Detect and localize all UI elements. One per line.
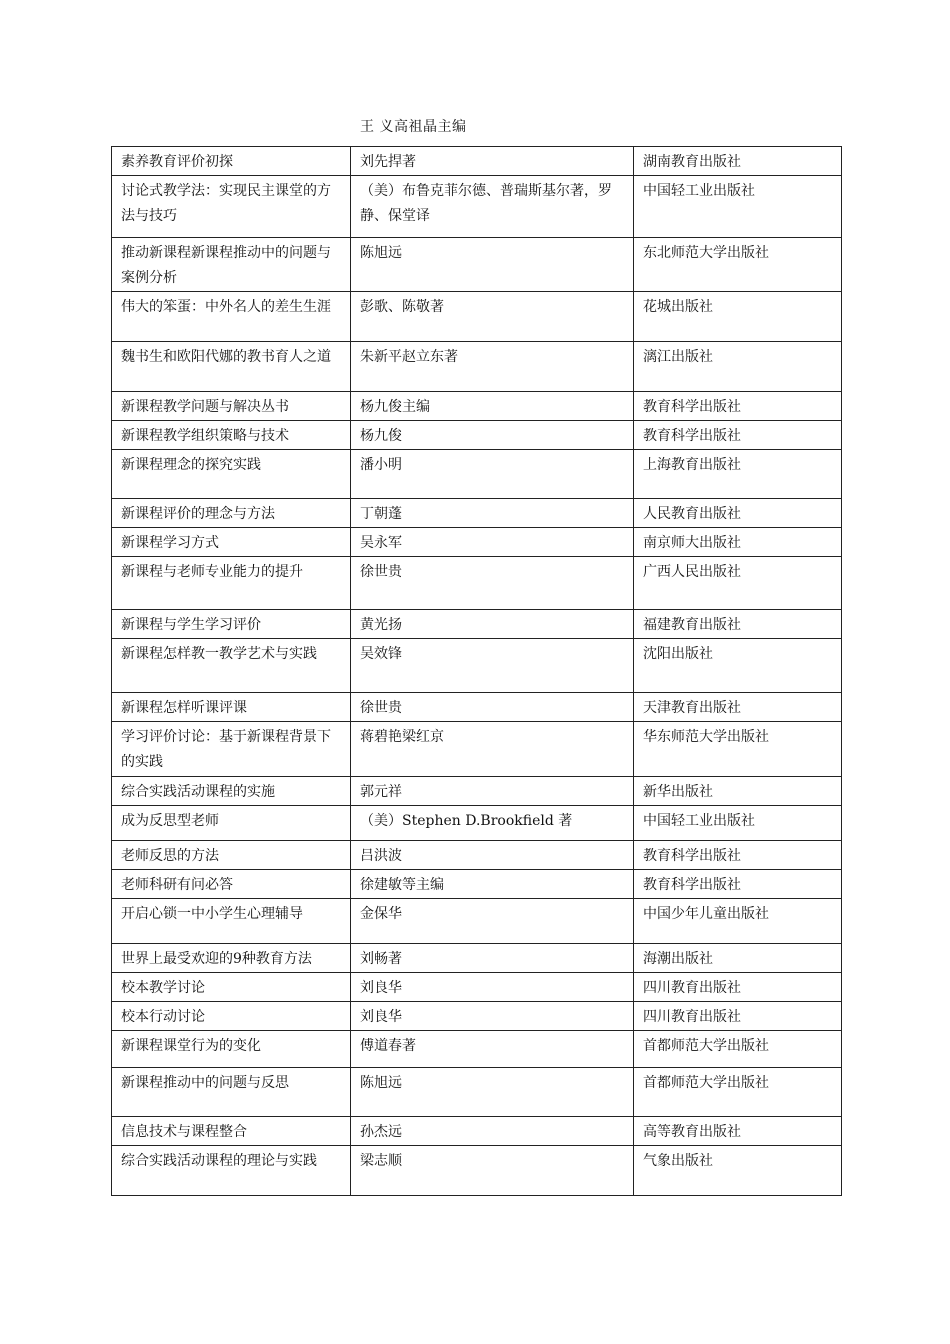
book-row	[112, 973, 842, 1002]
book-author-cell: 潘小明	[351, 450, 634, 499]
book-publisher-cell: 四川教育出版社	[634, 1002, 842, 1031]
book-title-cell: 学习评价讨论：基于新课程背景下的实践	[112, 722, 351, 777]
book-row	[112, 944, 842, 973]
book-title-cell: 魏书生和欧阳代娜的教书育人之道	[112, 342, 351, 392]
book-title-cell: 推动新课程新课程推动中的问题与案例分析	[112, 238, 351, 292]
book-author-cell: 丁朝蓬	[351, 499, 634, 528]
book-author-cell: 彭歌、陈敬著	[351, 292, 634, 342]
book-title-cell: 新课程与老师专业能力的提升	[112, 557, 351, 610]
book-publisher-cell: 广西人民出版社	[634, 557, 842, 610]
book-title-cell: 素养教育评价初探	[112, 147, 351, 176]
book-publisher-cell: 海潮出版社	[634, 944, 842, 973]
book-row	[112, 806, 842, 841]
book-publisher-cell: 气象出版社	[634, 1146, 842, 1196]
book-row	[112, 176, 842, 238]
book-author-cell: （美）布鲁克菲尔德、普瑞斯基尔著，罗静、保堂译	[351, 176, 634, 238]
book-title-cell: 信息技术与课程整合	[112, 1117, 351, 1146]
book-row	[112, 1031, 842, 1068]
book-row	[112, 450, 842, 499]
book-row	[112, 1002, 842, 1031]
book-title-cell: 综合实践活动课程的实施	[112, 777, 351, 806]
book-title-cell: 世界上最受欢迎的9种教育方法	[112, 944, 351, 973]
book-row	[112, 557, 842, 610]
editors-line: 王 义高祖晶主编	[360, 119, 467, 135]
book-publisher-cell: 高等教育出版社	[634, 1117, 842, 1146]
book-row	[112, 1117, 842, 1146]
book-row	[112, 1068, 842, 1117]
book-author-cell: 杨九俊	[351, 421, 634, 450]
book-author-cell: （美）Stephen D.Brookfield 著	[351, 806, 634, 841]
book-title-cell: 伟大的笨蛋：中外名人的差生生涯	[112, 292, 351, 342]
book-author-cell: 徐建敏等主编	[351, 870, 634, 899]
book-publisher-cell: 上海教育出版社	[634, 450, 842, 499]
book-row	[112, 147, 842, 176]
book-row	[112, 722, 842, 777]
book-title-cell: 成为反思型老师	[112, 806, 351, 841]
book-publisher-cell: 天津教育出版社	[634, 693, 842, 722]
book-title-cell: 新课程与学生学习评价	[112, 610, 351, 639]
book-author-cell: 刘先捍著	[351, 147, 634, 176]
book-row	[112, 1146, 842, 1196]
book-row	[112, 639, 842, 693]
book-row	[112, 899, 842, 944]
book-publisher-cell: 中国轻工业出版社	[634, 806, 842, 841]
book-author-cell: 孙杰远	[351, 1117, 634, 1146]
book-title-cell: 新课程推动中的问题与反思	[112, 1068, 351, 1117]
book-author-cell: 杨九俊主编	[351, 392, 634, 421]
book-publisher-cell: 中国少年儿童出版社	[634, 899, 842, 944]
book-publisher-cell: 首都师范大学出版社	[634, 1068, 842, 1117]
book-author-cell: 傅道春著	[351, 1031, 634, 1068]
book-author-cell: 刘良华	[351, 973, 634, 1002]
book-author-cell: 吴永军	[351, 528, 634, 557]
book-author-cell: 吕洪波	[351, 841, 634, 870]
book-publisher-cell: 华东师范大学出版社	[634, 722, 842, 777]
book-author-cell: 朱新平赵立东著	[351, 342, 634, 392]
book-publisher-cell: 福建教育出版社	[634, 610, 842, 639]
book-title-cell: 新课程怎样听课评课	[112, 693, 351, 722]
book-publisher-cell: 漓江出版社	[634, 342, 842, 392]
book-row	[112, 528, 842, 557]
book-publisher-cell: 首都师范大学出版社	[634, 1031, 842, 1068]
book-row	[112, 292, 842, 342]
book-title-cell: 新课程教学问题与解决丛书	[112, 392, 351, 421]
book-author-cell: 郭元祥	[351, 777, 634, 806]
book-author-cell: 刘畅著	[351, 944, 634, 973]
book-title-cell: 老师科研有问必答	[112, 870, 351, 899]
book-title-cell: 开启心锁一中小学生心理辅导	[112, 899, 351, 944]
book-publisher-cell: 花城出版社	[634, 292, 842, 342]
book-publisher-cell: 湖南教育出版社	[634, 147, 842, 176]
book-publisher-cell: 南京师大出版社	[634, 528, 842, 557]
book-publisher-cell: 人民教育出版社	[634, 499, 842, 528]
book-publisher-cell: 四川教育出版社	[634, 973, 842, 1002]
book-publisher-cell: 东北师范大学出版社	[634, 238, 842, 292]
book-author-cell: 刘良华	[351, 1002, 634, 1031]
book-title-cell: 老师反思的方法	[112, 841, 351, 870]
book-title-cell: 校本行动讨论	[112, 1002, 351, 1031]
book-row	[112, 870, 842, 899]
book-publisher-cell: 教育科学出版社	[634, 392, 842, 421]
book-list-table	[111, 146, 842, 1196]
book-list-body	[112, 147, 842, 1196]
book-author-cell: 黄光扬	[351, 610, 634, 639]
book-title-cell: 新课程怎样教一教学艺术与实践	[112, 639, 351, 693]
book-publisher-cell: 中国轻工业出版社	[634, 176, 842, 238]
book-author-cell: 徐世贵	[351, 557, 634, 610]
book-title-cell: 新课程课堂行为的变化	[112, 1031, 351, 1068]
book-publisher-cell: 新华出版社	[634, 777, 842, 806]
book-author-cell: 陈旭远	[351, 1068, 634, 1117]
book-author-cell: 梁志顺	[351, 1146, 634, 1196]
book-publisher-cell: 教育科学出版社	[634, 421, 842, 450]
book-row	[112, 238, 842, 292]
book-title-cell: 校本教学讨论	[112, 973, 351, 1002]
book-title-cell: 新课程教学组织策略与技术	[112, 421, 351, 450]
book-publisher-cell: 教育科学出版社	[634, 841, 842, 870]
book-row	[112, 421, 842, 450]
book-title-cell: 新课程评价的理念与方法	[112, 499, 351, 528]
book-title-cell: 综合实践活动课程的理论与实践	[112, 1146, 351, 1196]
book-author-cell: 吴效锋	[351, 639, 634, 693]
book-row	[112, 841, 842, 870]
book-row	[112, 342, 842, 392]
book-row	[112, 693, 842, 722]
book-author-cell: 徐世贵	[351, 693, 634, 722]
book-author-cell: 蒋碧艳梁红京	[351, 722, 634, 777]
book-title-cell: 新课程学习方式	[112, 528, 351, 557]
book-publisher-cell: 沈阳出版社	[634, 639, 842, 693]
book-title-cell: 新课程理念的探究实践	[112, 450, 351, 499]
book-title-cell: 讨论式教学法：实现民主课堂的方法与技巧	[112, 176, 351, 238]
book-row	[112, 610, 842, 639]
book-row	[112, 499, 842, 528]
book-row	[112, 777, 842, 806]
book-row	[112, 392, 842, 421]
book-author-cell: 金保华	[351, 899, 634, 944]
book-author-cell: 陈旭远	[351, 238, 634, 292]
book-publisher-cell: 教育科学出版社	[634, 870, 842, 899]
